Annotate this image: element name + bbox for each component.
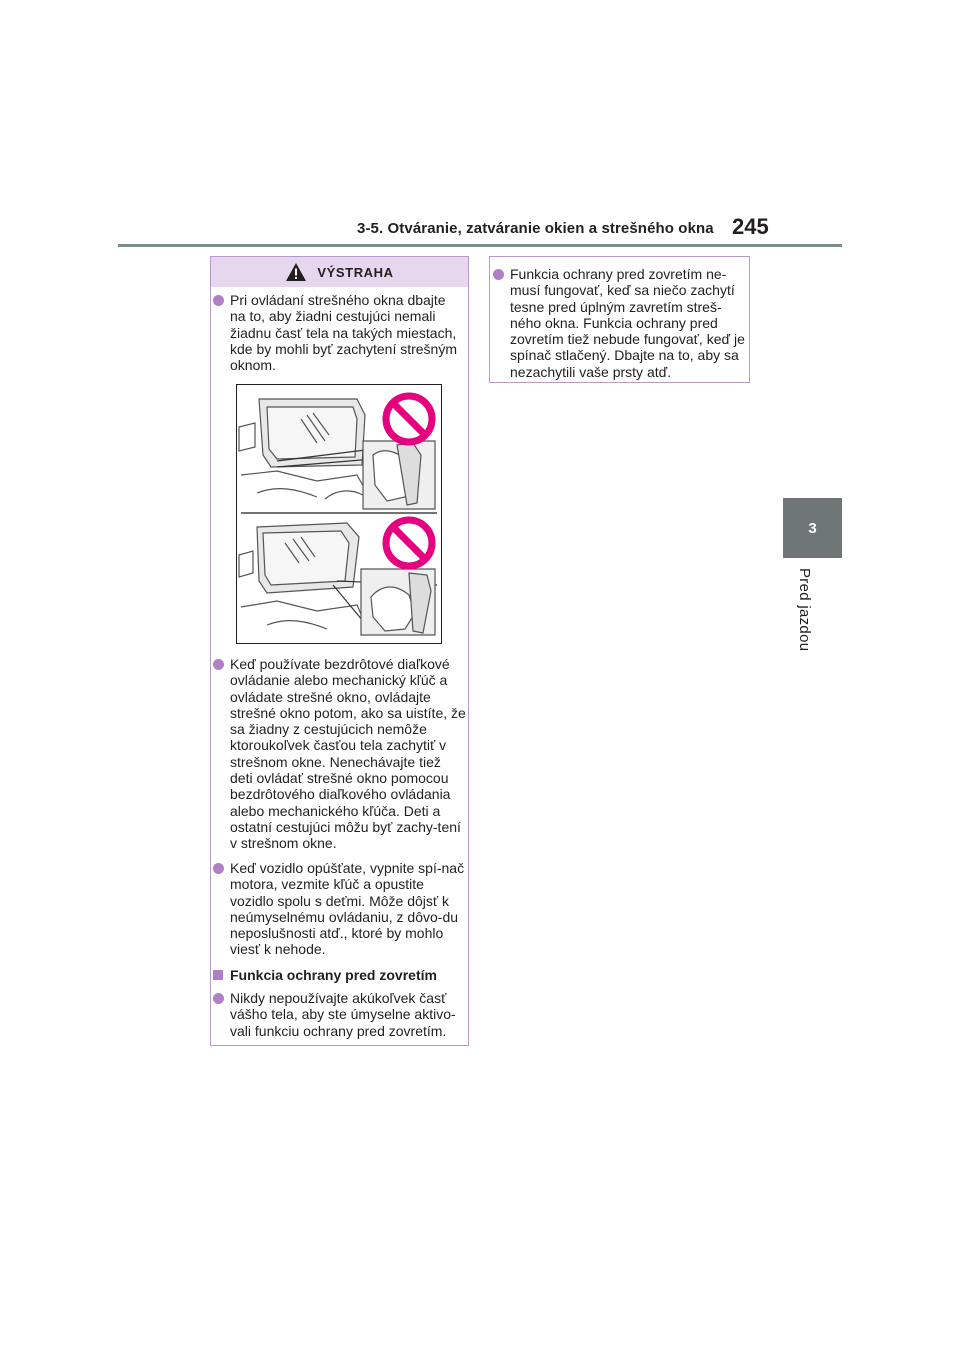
warning-title: VÝSTRAHA [317,264,394,280]
bullet-item [212,990,466,1039]
bullet-text: Keď vozidlo opúšťate, vypnite spí-nač motora, vezmite kľúč a opustite vozidlo spolu s deťmi. Môže dôjsť k neúmyselnému ovládaniu, z dôvo-du neposlušnosti atď., ktoré by mohlo viesť k nehode. [230,860,465,958]
bullet-item [212,292,464,373]
bullet-text: Nikdy nepoužívajte akúkoľvek časť vášho tela, aby ste úmyselne aktivo-vali funkciu ochrany pred zovretím. [230,990,456,1039]
prohibition-icon [386,520,432,566]
bullet-icon [213,993,224,1004]
bullet-text: Keď používate bezdrôtové diaľkové ovládanie alebo mechanický kľúč a ovládate strešné okno, ovládajte strešné okno potom, ako sa uistíte, že sa žiadny z cestujúcich nemôže ktoroukoľvek časťou tela zachytiť v strešnom okne. Nenechávajte tiež deti ovládať strešné okno pomocou bezdrôtového diaľkového ovládania alebo mechanického kľúča. Deti a ostatní cestujúci môžu byť zachy-tení v strešnom okne. [230,656,466,852]
chapter-tab [783,498,842,558]
bullet-icon [213,295,224,306]
header-rule [118,244,842,247]
bullet-icon [493,269,504,280]
subheading [212,967,484,983]
bullet-item [212,656,466,852]
warning-header [211,257,468,287]
square-bullet-icon [213,970,223,980]
prohibition-icon [386,396,432,442]
bullet-text: Pri ovládaní strešného okna dbajte na to, aby žiadni cestujúci nemali žiadnu časť tela na takých miestach, kde by mohli byť zachytení strešným oknom. [230,292,458,374]
subheading-text: Funkcia ochrany pred zovretím [230,967,437,983]
warning-triangle-icon [285,262,307,282]
page-number: 245 [732,214,769,239]
section-title: 3-5. Otváranie, zatváranie okien a strešného okna [357,220,714,237]
bullet-icon [213,863,224,874]
bullet-text: Funkcia ochrany pred zovretím ne-musí fungovať, keď sa niečo zachytí tesne pred úplným zavretím streš-ného okna. Funkcia ochrany pred zovretím tiež nebude fungovať, keď je spínač stlačený. Dbajte na to, aby sa nezachytili vaše prsty atď. [510,266,745,380]
bullet-item [212,860,466,958]
bullet-item [492,266,746,380]
chapter-title: Pred jazdou [796,568,813,652]
sunroof-illustration [236,384,442,644]
bullet-icon [213,659,224,670]
chapter-number: 3 [808,519,817,537]
